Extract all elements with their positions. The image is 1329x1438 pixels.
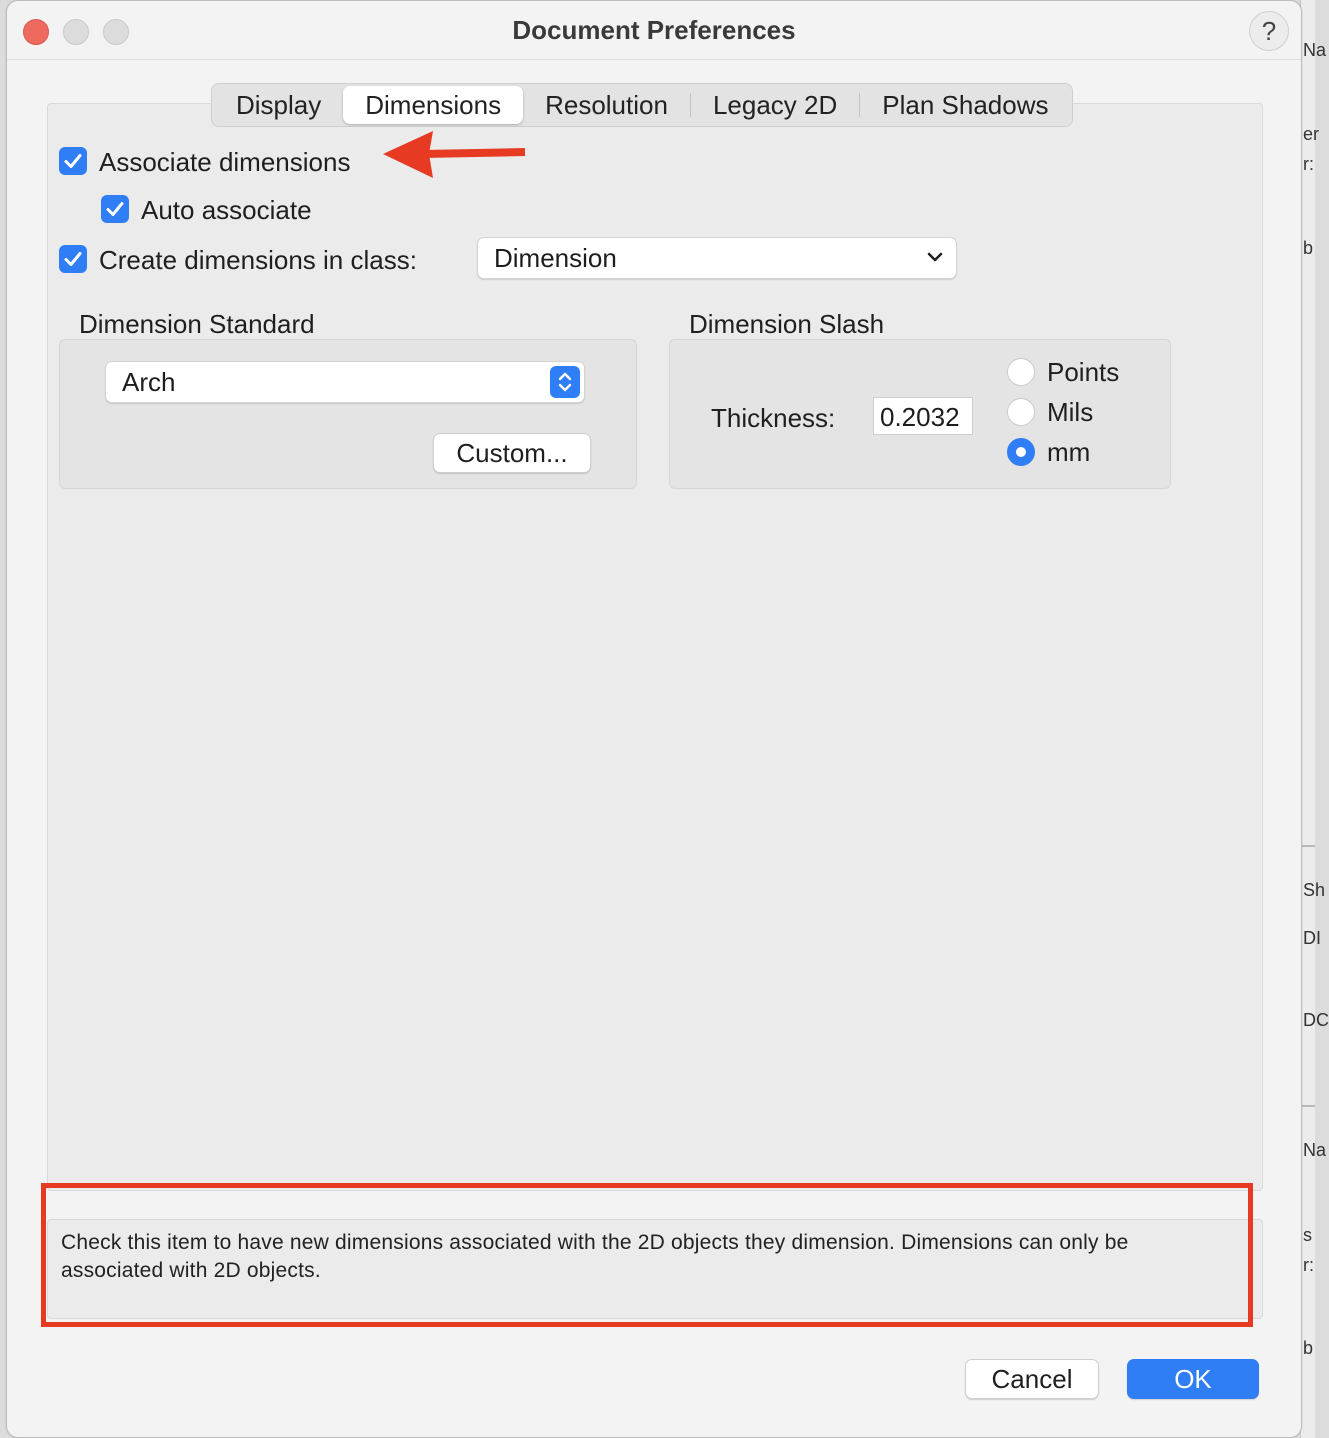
annotation-arrow-icon xyxy=(383,127,531,181)
dimension-class-dropdown[interactable] xyxy=(477,237,957,279)
unit-mm-label[interactable]: mm xyxy=(1047,437,1091,467)
background-text: Na xyxy=(1303,1140,1327,1160)
associate-dimensions-checkbox[interactable] xyxy=(59,147,87,175)
dimension-class-value: Dimension xyxy=(494,243,617,273)
chevron-down-icon xyxy=(926,248,944,266)
unit-mils-radio[interactable] xyxy=(1007,398,1035,426)
background-text: DC xyxy=(1303,1010,1329,1030)
checkmark-icon xyxy=(63,249,83,269)
background-text: b xyxy=(1303,238,1314,258)
background-text: DI xyxy=(1303,928,1321,948)
background-text: r: xyxy=(1303,154,1314,174)
create-dimensions-in-class-checkbox[interactable] xyxy=(59,245,87,273)
tab-dimensions[interactable]: Dimensions xyxy=(343,86,523,124)
document-preferences-dialog xyxy=(6,0,1302,1438)
custom-button[interactable]: Custom... xyxy=(433,433,591,473)
popup-stepper-icon xyxy=(550,366,580,398)
checkmark-icon xyxy=(105,199,125,219)
background-window-edge xyxy=(1300,0,1329,1438)
dialog-title: Document Preferences xyxy=(512,15,796,45)
tab-display[interactable]: Display xyxy=(236,90,322,120)
background-divider xyxy=(1301,1105,1315,1107)
checkmark-icon xyxy=(63,151,83,171)
unit-mm-radio[interactable] xyxy=(1007,438,1035,466)
annotation-highlight-box xyxy=(41,1183,1253,1327)
help-text: Check this item to have new dimensions associated with the 2D objects they dimension. Dimensions can only be associated with 2D objects. xyxy=(61,1231,1129,1282)
create-dimensions-in-class-label[interactable]: Create dimensions in class: xyxy=(99,245,417,275)
tab-legacy-2d[interactable]: Legacy 2D xyxy=(712,90,838,120)
thickness-input[interactable]: 0.2032 xyxy=(873,397,973,435)
tab-bar xyxy=(211,83,1073,127)
dimension-standard-popup[interactable] xyxy=(105,361,585,403)
dimension-standard-title: Dimension Standard xyxy=(79,309,315,339)
associate-dimensions-label[interactable]: Associate dimensions xyxy=(99,147,351,177)
dimension-slash-title: Dimension Slash xyxy=(689,309,885,339)
background-divider xyxy=(1301,845,1315,847)
thickness-label: Thickness: xyxy=(711,403,836,433)
background-text: r: xyxy=(1303,1255,1314,1275)
cancel-button[interactable]: Cancel xyxy=(965,1359,1099,1399)
unit-mils-label[interactable]: Mils xyxy=(1047,397,1094,427)
tab-resolution[interactable]: Resolution xyxy=(545,90,668,120)
unit-points-label[interactable]: Points xyxy=(1047,357,1120,387)
ok-button[interactable]: OK xyxy=(1127,1359,1259,1399)
dimension-standard-value: Arch xyxy=(122,367,176,397)
auto-associate-label[interactable]: Auto associate xyxy=(141,195,312,225)
help-button[interactable]: ? xyxy=(1249,11,1289,51)
title-bar xyxy=(7,1,1301,60)
background-text: er xyxy=(1303,124,1320,144)
tab-plan-shadows[interactable]: Plan Shadows xyxy=(882,90,1049,120)
background-text: s xyxy=(1303,1225,1312,1245)
background-text: Sh xyxy=(1303,880,1326,900)
auto-associate-checkbox[interactable] xyxy=(101,195,129,223)
background-text: Na xyxy=(1303,40,1327,60)
unit-points-radio[interactable] xyxy=(1007,358,1035,386)
background-text: b xyxy=(1303,1338,1314,1358)
